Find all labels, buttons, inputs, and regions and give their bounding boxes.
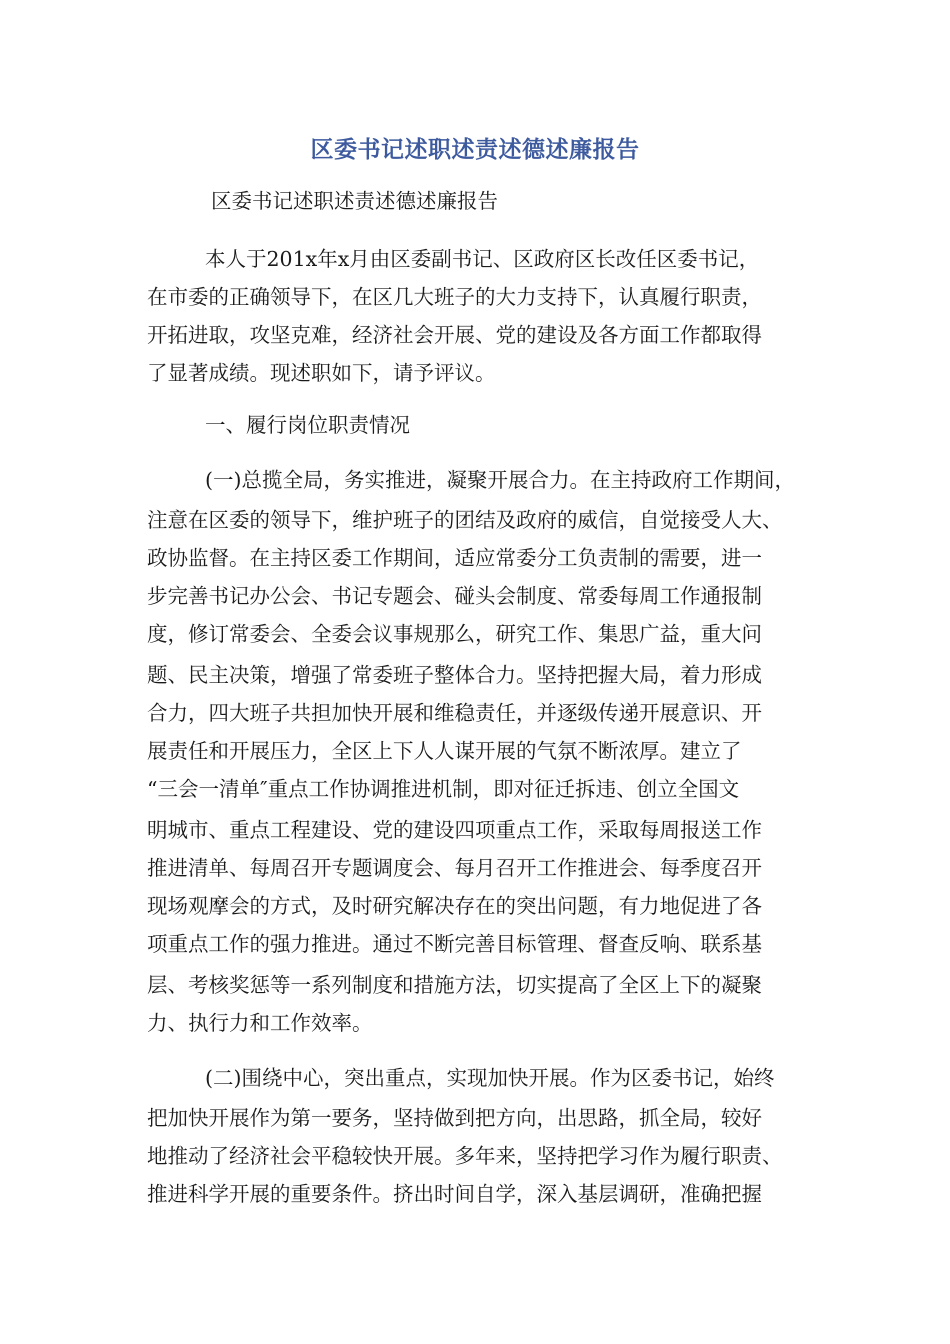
paragraph-line: 展责任和开展压力，全区上下人人谋开展的气氛不断浓厚。建立了 [147,739,742,763]
paragraph-line: 力、执行力和工作效率。 [147,1011,373,1035]
section-heading: 一、履行岗位职责情况 [205,413,410,437]
paragraph-line: 现场观摩会的方式，及时研究解决存在的突出问题，有力地促进了各 [147,894,762,918]
paragraph-line: 度，修订常委会、全委会议事规那么，研究工作、集思广益，重大问 [147,622,762,646]
paragraph-line: 把加快开展作为第一要务，坚持做到把方向，出思路，抓全局，较好 [147,1106,762,1130]
paragraph-line: 政协监督。在主持区委工作期间，适应常委分工负责制的需要，进一 [147,546,762,570]
paragraph-line: 注意在区委的领导下，维护班子的团结及政府的威信，自觉接受人大、 [147,508,783,532]
paragraph-line: 项重点工作的强力推进。通过不断完善目标管理、督查反响、联系基 [147,932,762,956]
paragraph-line: 明城市、重点工程建设、党的建设四项重点工作，采取每周报送工作 [147,818,762,842]
paragraph-line: 开拓进取，攻坚克难，经济社会开展、党的建设及各方面工作都取得 [147,323,762,347]
paragraph-line: 推进清单、每周召开专题调度会、每月召开工作推进会、每季度召开 [147,856,762,880]
paragraph-line: 在市委的正确领导下，在区几大班子的大力支持下，认真履行职责， [147,285,762,309]
paragraph-line: 地推动了经济社会平稳较快开展。多年来，坚持把学习作为履行职责、 [147,1144,783,1168]
paragraph-line: 步完善书记办公会、书记专题会、碰头会制度、常委每周工作通报制 [147,584,762,608]
paragraph-line: 合力，四大班子共担加快开展和维稳责任，并逐级传递开展意识、开 [147,701,762,725]
paragraph-line: “三会一清单″重点工作协调推进机制，即对征迁拆违、创立全国文 [147,777,740,801]
document-title: 区委书记述职述责述德述廉报告 [310,137,640,163]
paragraph-line: 推进科学开展的重要条件。挤出时间自学，深入基层调研，准确把握 [147,1182,762,1206]
paragraph-line: 本人于201x年x月由区委副书记、区政府区长改任区委书记， [205,247,760,271]
paragraph-line: 了显著成绩。现述职如下，请予评议。 [147,361,496,385]
paragraph-line: (一)总揽全局，务实推进，凝聚开展合力。在主持政府工作期间， [205,468,795,492]
document-subtitle: 区委书记述职述责述德述廉报告 [211,189,498,213]
paragraph-line: 题、民主决策，增强了常委班子整体合力。坚持把握大局，着力形成 [147,663,762,687]
paragraph-line: (二)围绕中心，突出重点，实现加快开展。作为区委书记，始终 [205,1066,775,1090]
paragraph-line: 层、考核奖惩等一系列制度和措施方法，切实提高了全区上下的凝聚 [147,973,762,997]
